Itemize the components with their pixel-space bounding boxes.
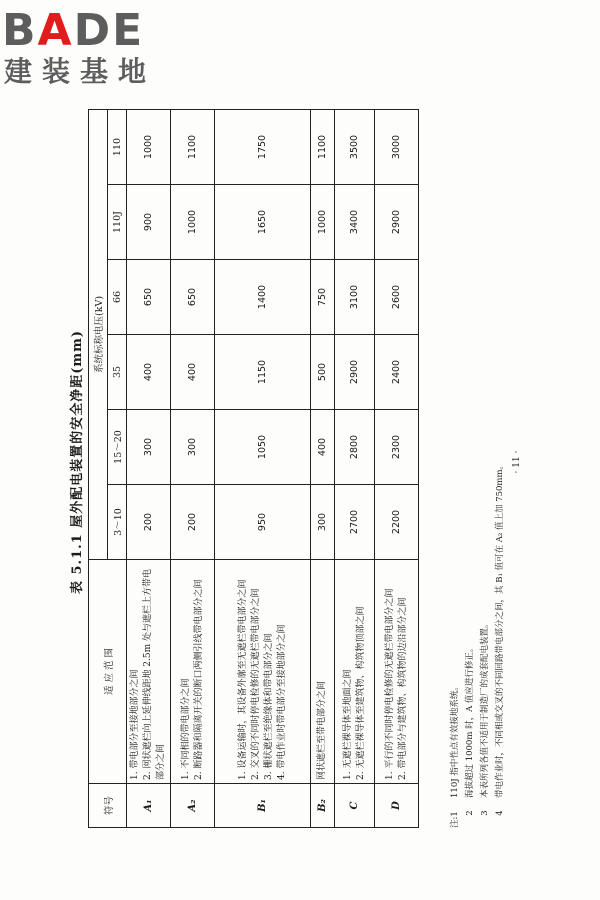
table-row	[171, 109, 215, 827]
rotated-page	[60, 82, 540, 842]
row-symbol: B₂	[311, 784, 335, 828]
note-item: 2 海拔超过 1000m 时，A 值应进行修正。	[465, 643, 475, 816]
note-item: 4 带电作业时，不同相或交叉的不同回路带电部分之间，其 B₁ 值可在 A₂ 值上加 750mm。	[495, 460, 505, 816]
row-symbol: D	[375, 784, 419, 828]
table-row	[375, 109, 419, 827]
row-symbol: B₁	[215, 784, 311, 828]
note-item: 注:1 110J 指中性点有效接地系统。	[450, 682, 460, 828]
table-row	[215, 109, 311, 827]
table-row	[335, 109, 375, 827]
cell-value: 2900	[335, 335, 375, 410]
logo-tagline: 建装基地	[4, 55, 157, 88]
table-caption: 表 5.1.1 屋外配电装置的安全净距(mm)	[70, 329, 85, 595]
cell-value: 750	[311, 260, 335, 335]
voltage-header: 110J	[108, 185, 127, 260]
voltage-header: 110	[108, 109, 127, 184]
cell-value: 500	[311, 335, 335, 410]
voltage-group-header: 系统标称电压(kV)	[89, 109, 108, 559]
cell-value: 2600	[375, 260, 419, 335]
cell-value: 300	[171, 410, 215, 485]
cell-value: 1650	[215, 185, 311, 260]
cell-value: 400	[171, 335, 215, 410]
cell-value: 1750	[215, 109, 311, 184]
table-notes	[448, 108, 508, 828]
cell-value: 300	[311, 485, 335, 560]
cell-value: 3400	[335, 185, 375, 260]
row-symbol: A₁	[127, 784, 171, 828]
cell-value: 3000	[375, 109, 419, 184]
clearance-table	[88, 109, 419, 828]
cell-value: 2300	[375, 410, 419, 485]
logo-brand-text: BADE	[2, 5, 145, 56]
cell-value: 3100	[335, 260, 375, 335]
cell-value: 2900	[375, 185, 419, 260]
symbol-header: 符号	[89, 784, 127, 828]
row-scope: 1. 不同相的带电部分之间 2. 断路器和隔离开关的断口两侧引线带电部分之间	[171, 560, 215, 784]
cell-value: 2700	[335, 485, 375, 560]
cell-value: 1000	[171, 185, 215, 260]
bade-logo	[2, 6, 174, 90]
cell-value: 900	[127, 185, 171, 260]
cell-value: 400	[311, 410, 335, 485]
cell-value: 650	[171, 260, 215, 335]
cell-value: 1050	[215, 410, 311, 485]
scope-header: 适 应 范 围	[89, 560, 127, 784]
row-symbol: C	[335, 784, 375, 828]
cell-value: 2400	[375, 335, 419, 410]
voltage-header: 15～20	[108, 410, 127, 485]
row-scope: 1. 平行的不同时停电检修的无遮栏带电部分之间 2. 带电部分与建筑物、构筑物的边沿部分之间	[375, 560, 419, 784]
header-row-1	[89, 109, 108, 827]
row-symbol: A₂	[171, 784, 215, 828]
cell-value: 2200	[375, 485, 419, 560]
cell-value: 1000	[311, 185, 335, 260]
voltage-header: 66	[108, 260, 127, 335]
cell-value: 400	[127, 335, 171, 410]
cell-value: 3500	[335, 109, 375, 184]
cell-value: 300	[127, 410, 171, 485]
table-row	[311, 109, 335, 827]
row-scope: 网状遮栏至带电部分之间	[311, 560, 335, 784]
cell-value: 1100	[311, 109, 335, 184]
note-item: 3 本表所列各值不适用于制造厂的成套配电装置。	[480, 619, 490, 816]
cell-value: 2800	[335, 410, 375, 485]
row-scope: 1. 带电部分至接地部分之间 2. 网状遮栏向上延伸线距地 2.5m 处与遮栏上方带电部分之间	[127, 560, 171, 784]
page-number: · 11 ·	[512, 450, 522, 474]
cell-value: 1150	[215, 335, 311, 410]
table-row	[127, 109, 171, 827]
cell-value: 650	[127, 260, 171, 335]
cell-value: 1000	[127, 109, 171, 184]
cell-value: 950	[215, 485, 311, 560]
cell-value: 1100	[171, 109, 215, 184]
voltage-header: 3～10	[108, 485, 127, 560]
voltage-header: 35	[108, 335, 127, 410]
cell-value: 1400	[215, 260, 311, 335]
row-scope: 1. 设备运输时，其设备外廓至无遮栏带电部分之间 2. 交叉的不同时停电检修的无遮栏带电部分之间 3. 栅状遮栏至绝缘体和带电部分之间 4. 带电作业时带电部分至接地部分之间	[215, 560, 311, 784]
cell-value: 200	[127, 485, 171, 560]
cell-value: 200	[171, 485, 215, 560]
row-scope: 1. 无遮栏裸导体至地面之间 2. 无遮栏裸导体至建筑物、构筑物顶部之间	[335, 560, 375, 784]
